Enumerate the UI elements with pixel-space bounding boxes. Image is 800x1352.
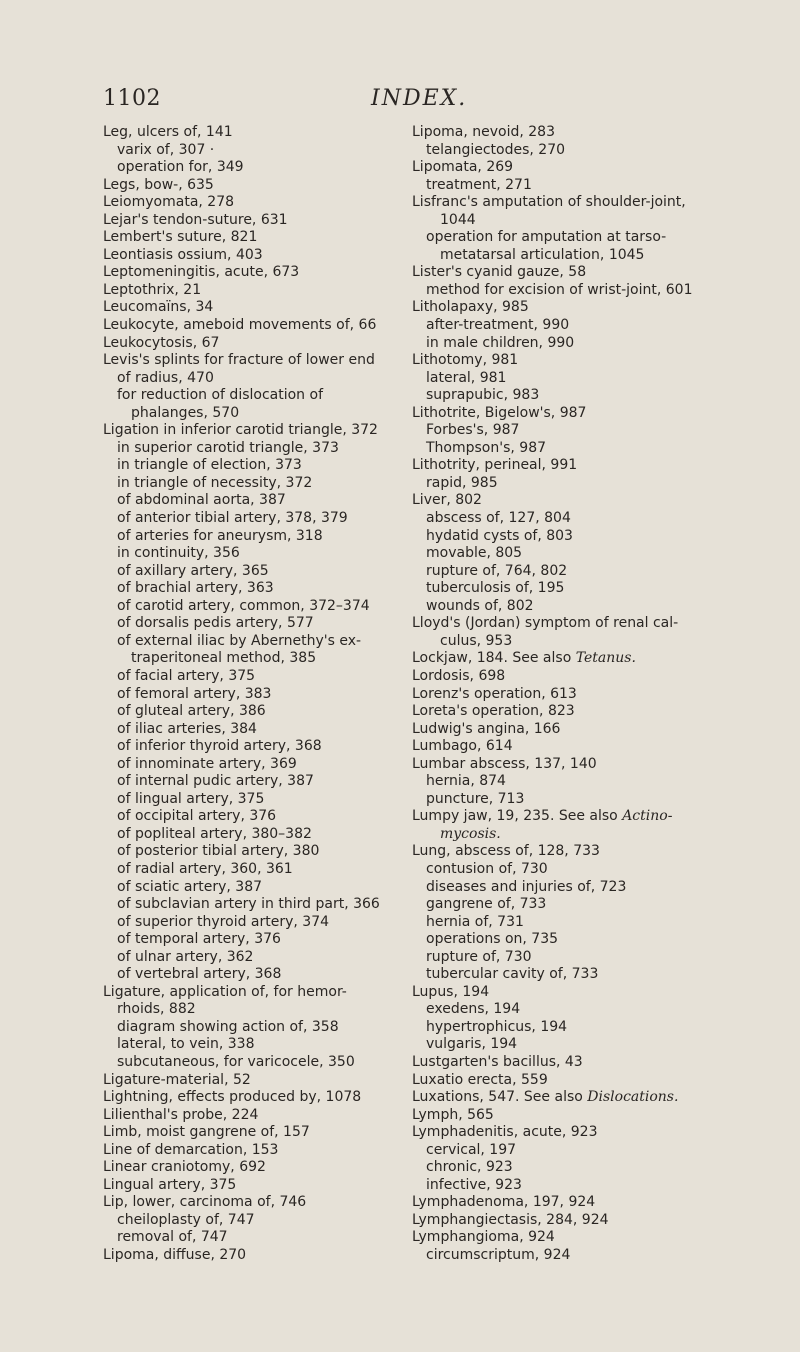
index-entry	[412, 212, 720, 230]
index-entry-text: of external iliac by Abernethy's ex-	[117, 632, 362, 649]
index-entry	[103, 422, 403, 440]
index-entry-text: culus, 953	[440, 632, 513, 649]
index-entry-text: contusion of, 730	[426, 860, 548, 877]
index-entry	[412, 861, 720, 879]
index-entry	[412, 580, 720, 598]
index-entry-text: of vertebral artery, 368	[117, 966, 282, 983]
index-entry	[412, 335, 720, 353]
index-entry-text: operations on, 735	[426, 931, 559, 948]
index-entry-text: Lembert's suture, 821	[103, 229, 258, 246]
index-entry	[103, 510, 403, 528]
index-entry	[412, 650, 720, 668]
index-entry-text: of gluteal artery, 386	[117, 703, 266, 720]
index-entry	[412, 843, 720, 861]
index-entry-text: of occipital artery, 376	[117, 808, 277, 825]
index-entry-text: Lithotomy, 981	[412, 352, 519, 369]
index-entry-text: Lipoma, nevoid, 283	[412, 124, 555, 140]
index-entry-text: lateral, to vein, 338	[117, 1036, 255, 1053]
index-entry	[412, 896, 720, 914]
index-entry	[103, 352, 403, 370]
index-entry	[103, 528, 403, 546]
index-entry-text: in superior carotid triangle, 373	[117, 439, 339, 456]
index-entry	[412, 931, 720, 949]
index-entry	[412, 1089, 720, 1107]
index-entry	[103, 194, 403, 212]
index-entry-text: lateral, 981	[426, 369, 507, 386]
index-entry-text: gangrene of, 733	[426, 896, 547, 913]
index-entry-text: Levis's splints for fracture of lower end	[103, 352, 375, 369]
index-entry-text: Line of demarcation, 153	[103, 1141, 279, 1158]
index-entry	[412, 387, 720, 405]
index-entry	[103, 370, 403, 388]
index-entry-text: Leucomaïns, 34	[103, 299, 214, 316]
index-entry-text: of arteries for aneurysm, 318	[117, 527, 323, 544]
index-entry-text: operation for amputation at tarso-	[426, 229, 667, 246]
index-entry	[412, 826, 720, 844]
page-header	[103, 86, 703, 116]
index-entry-text: for reduction of dislocation of	[117, 387, 323, 404]
index-entry	[103, 861, 403, 879]
index-entry-text: removal of, 747	[117, 1229, 228, 1246]
index-entry-text: Linear craniotomy, 692	[103, 1159, 266, 1176]
index-entry	[103, 826, 403, 844]
index-entry	[103, 475, 403, 493]
index-entry-text: hernia, 874	[426, 773, 506, 790]
index-entry	[412, 159, 720, 177]
index-entry-text: Ludwig's angina, 166	[412, 720, 561, 737]
index-entry-text: Lithotrity, perineal, 991	[412, 457, 578, 474]
index-entry-text: Lipomata, 269	[412, 159, 514, 176]
index-entry	[412, 879, 720, 897]
index-entry-text: Leg, ulcers of, 141	[103, 124, 233, 140]
index-entry-text: phalanges, 570	[131, 404, 240, 421]
index-entry-text: Lymph, 565	[412, 1106, 494, 1123]
index-entry	[412, 370, 720, 388]
running-head: INDEX.	[371, 86, 468, 111]
index-entry	[412, 1159, 720, 1177]
index-entry	[412, 686, 720, 704]
index-entry	[412, 1142, 720, 1160]
index-entry	[412, 1177, 720, 1195]
index-entry	[103, 896, 403, 914]
index-entry-text: of radial artery, 360, 361	[117, 860, 293, 877]
index-entry-text: of subclavian artery in third part, 366	[117, 896, 380, 913]
index-entry-text: Legs, bow-, 635	[103, 176, 214, 193]
index-entry	[412, 1247, 720, 1265]
index-entry-text: subcutaneous, for varicocele, 350	[117, 1053, 355, 1070]
index-entry	[412, 1194, 720, 1212]
index-entry	[103, 124, 403, 142]
index-entry	[103, 879, 403, 897]
index-entry-text: hernia of, 731	[426, 913, 524, 930]
index-entry-text: Limb, moist gangrene of, 157	[103, 1124, 310, 1141]
index-entry	[103, 738, 403, 756]
index-entry-text: of posterior tibial artery, 380	[117, 843, 320, 860]
index-entry	[412, 756, 720, 774]
index-entry-text: of facial artery, 375	[117, 667, 256, 684]
index-entry-text: of axillary artery, 365	[117, 562, 269, 579]
index-entry	[103, 1089, 403, 1107]
index-entry	[412, 264, 720, 282]
index-entry-text: of popliteal artery, 380–382	[117, 825, 312, 842]
index-entry	[412, 914, 720, 932]
index-entry	[103, 791, 403, 809]
index-entry-text: of innominate artery, 369	[117, 755, 297, 772]
index-entry	[103, 177, 403, 195]
index-entry-text: Lordosis, 698	[412, 667, 506, 684]
index-entry	[412, 405, 720, 423]
index-entry-text: telangiectodes, 270	[426, 141, 566, 158]
index-entry	[103, 756, 403, 774]
index-entry-text: Lumbago, 614	[412, 738, 513, 755]
index-entry-text: of internal pudic artery, 387	[117, 773, 314, 790]
index-entry-text: Ligature, application of, for hemor-	[103, 983, 347, 1000]
index-entry-text: Lung, abscess of, 128, 733	[412, 843, 600, 860]
index-entry-text: of abdominal aorta, 387	[117, 492, 286, 509]
index-entry	[412, 773, 720, 791]
index-column-right	[412, 124, 720, 1265]
index-entry-text: Lockjaw, 184. See also	[412, 650, 576, 667]
index-entry	[103, 721, 403, 739]
index-entry-text: diagram showing action of, 358	[117, 1018, 339, 1035]
index-entry	[412, 949, 720, 967]
index-entry	[103, 492, 403, 510]
index-entry	[412, 492, 720, 510]
index-entry	[103, 264, 403, 282]
index-entry	[103, 615, 403, 633]
index-entry-text: treatment, 271	[426, 176, 532, 193]
index-entry	[412, 1036, 720, 1054]
index-entry	[103, 1001, 403, 1019]
index-entry	[103, 686, 403, 704]
index-entry	[103, 966, 403, 984]
index-entry-italic: Actino-	[622, 808, 673, 825]
index-entry	[103, 545, 403, 563]
index-entry	[103, 1072, 403, 1090]
index-entry-text: wounds of, 802	[426, 597, 534, 614]
index-entry	[103, 335, 403, 353]
index-entry	[103, 457, 403, 475]
index-entry	[103, 440, 403, 458]
index-entry-text: Lymphangiectasis, 284, 924	[412, 1211, 609, 1228]
index-entry	[412, 317, 720, 335]
index-entry-text: Luxations, 547. See also	[412, 1089, 588, 1106]
index-entry	[412, 703, 720, 721]
index-entry	[103, 1247, 403, 1265]
index-entry-italic: Tetanus.	[575, 650, 636, 667]
index-entry	[103, 229, 403, 247]
index-entry	[103, 703, 403, 721]
index-entry-text: Lejar's tendon-suture, 631	[103, 211, 288, 228]
index-entry-text: Leukocytosis, 67	[103, 334, 220, 351]
index-entry	[103, 1019, 403, 1037]
index-entry	[103, 580, 403, 598]
index-entry	[103, 1229, 403, 1247]
index-entry-text: of dorsalis pedis artery, 577	[117, 615, 314, 632]
page-number: 1102	[103, 86, 161, 111]
index-entry	[412, 598, 720, 616]
index-entry	[412, 668, 720, 686]
index-entry-text: rupture of, 764, 802	[426, 562, 568, 579]
index-entry	[412, 721, 720, 739]
index-entry-text: Leptomeningitis, acute, 673	[103, 264, 300, 281]
index-entry-text: in continuity, 356	[117, 545, 240, 562]
index-entry-text: 1044	[440, 211, 476, 228]
index-entry	[412, 738, 720, 756]
index-entry	[103, 1194, 403, 1212]
index-entry-text: traperitoneal method, 385	[131, 650, 317, 667]
index-entry-text: of lingual artery, 375	[117, 790, 265, 807]
index-entry-text: Lumpy jaw, 19, 235. See also	[412, 808, 623, 825]
index-entry	[103, 212, 403, 230]
index-entry-text: Leukocyte, ameboid movements of, 66	[103, 317, 377, 334]
index-entry-text: Lightning, effects produced by, 1078	[103, 1089, 362, 1106]
index-entry	[412, 299, 720, 317]
index-entry	[103, 773, 403, 791]
index-entry	[103, 1212, 403, 1230]
index-entry	[412, 457, 720, 475]
index-entry-text: Leiomyomata, 278	[103, 194, 235, 211]
index-entry	[412, 440, 720, 458]
index-entry	[412, 229, 720, 247]
index-entry-text: of brachial artery, 363	[117, 580, 274, 597]
index-entry-text: Lustgarten's bacillus, 43	[412, 1053, 583, 1070]
index-entry-text: Lister's cyanid gauze, 58	[412, 264, 587, 281]
index-entry-text: Lymphangioma, 924	[412, 1229, 555, 1246]
index-entry-text: of ulnar artery, 362	[117, 948, 254, 965]
index-entry	[412, 1229, 720, 1247]
index-entry	[103, 808, 403, 826]
index-entry-text: puncture, 713	[426, 790, 525, 807]
index-entry-italic: mycosis.	[440, 825, 501, 842]
index-entry-text: cheiloplasty of, 747	[117, 1211, 255, 1228]
index-entry	[412, 615, 720, 633]
index-entry	[103, 563, 403, 581]
index-entry	[103, 843, 403, 861]
index-entry	[412, 1054, 720, 1072]
index-entry	[103, 405, 403, 423]
index-entry	[412, 1001, 720, 1019]
index-entry-text: Lip, lower, carcinoma of, 746	[103, 1194, 307, 1211]
index-entry	[412, 282, 720, 300]
index-entry-text: of superior thyroid artery, 374	[117, 913, 330, 930]
index-entry	[412, 142, 720, 160]
index-entry-italic: Dislocations.	[587, 1089, 679, 1106]
index-entry	[412, 563, 720, 581]
index-entry-text: Ligation in inferior carotid triangle, 372	[103, 422, 378, 439]
index-entry-text: of iliac arteries, 384	[117, 720, 257, 737]
index-entry-text: chronic, 923	[426, 1159, 513, 1176]
index-entry	[103, 633, 403, 651]
index-entry-text: Lisfranc's amputation of shoulder-joint,	[412, 194, 686, 211]
index-entry	[103, 1054, 403, 1072]
index-entry-text: hydatid cysts of, 803	[426, 527, 573, 544]
index-entry	[412, 194, 720, 212]
index-entry	[103, 1107, 403, 1125]
index-entry	[412, 966, 720, 984]
index-entry-text: diseases and injuries of, 723	[426, 878, 627, 895]
index-entry	[412, 1072, 720, 1090]
index-entry	[103, 159, 403, 177]
index-entry-text: Lymphadenitis, acute, 923	[412, 1124, 598, 1141]
index-entry-text: Lorenz's operation, 613	[412, 685, 577, 702]
index-entry	[412, 1107, 720, 1125]
index-entry-text: infective, 923	[426, 1176, 522, 1193]
index-entry-text: of temporal artery, 376	[117, 931, 281, 948]
index-entry-text: Lipoma, diffuse, 270	[103, 1247, 247, 1263]
index-entry-text: in male children, 990	[426, 334, 575, 351]
index-entry-text: vulgaris, 194	[426, 1036, 518, 1053]
index-entry-text: Thompson's, 987	[426, 439, 547, 456]
index-entry	[103, 1142, 403, 1160]
index-entry-text: of femoral artery, 383	[117, 685, 272, 702]
index-entry	[412, 352, 720, 370]
index-entry-text: Loreta's operation, 823	[412, 703, 575, 720]
index-entry-text: metatarsal articulation, 1045	[440, 246, 645, 263]
index-entry	[103, 387, 403, 405]
index-entry	[412, 1212, 720, 1230]
index-entry	[412, 422, 720, 440]
index-entry	[103, 650, 403, 668]
index-entry-text: exedens, 194	[426, 1001, 521, 1018]
index-entry	[103, 317, 403, 335]
index-entry	[103, 247, 403, 265]
index-entry	[103, 668, 403, 686]
index-entry	[412, 1019, 720, 1037]
index-entry-text: Lithotrite, Bigelow's, 987	[412, 404, 587, 421]
index-entry-text: hypertrophicus, 194	[426, 1018, 568, 1035]
index-entry	[412, 984, 720, 1002]
index-entry	[103, 1177, 403, 1195]
index-entry	[103, 598, 403, 616]
index-entry-text: circumscriptum, 924	[426, 1247, 571, 1263]
index-entry-text: Lingual artery, 375	[103, 1176, 237, 1193]
index-entry-text: tubercular cavity of, 733	[426, 966, 599, 983]
index-entry	[412, 124, 720, 142]
index-entry-text: Ligature-material, 52	[103, 1071, 251, 1088]
index-entry	[412, 475, 720, 493]
index-entry	[103, 984, 403, 1002]
index-entry	[103, 1124, 403, 1142]
index-entry-text: Litholapaxy, 985	[412, 299, 529, 316]
index-entry-text: in triangle of election, 373	[117, 457, 302, 474]
index-entry-text: movable, 805	[426, 545, 523, 562]
index-entry-text: Lilienthal's probe, 224	[103, 1106, 259, 1123]
index-column-left	[103, 124, 403, 1265]
index-entry	[412, 247, 720, 265]
index-entry-text: rhoids, 882	[117, 1001, 196, 1018]
index-entry-text: Lymphadenoma, 197, 924	[412, 1194, 596, 1211]
index-entry	[103, 299, 403, 317]
index-entry-text: rupture of, 730	[426, 948, 532, 965]
index-entry	[103, 914, 403, 932]
index-entry-text: Lumbar abscess, 137, 140	[412, 755, 597, 772]
index-entry-text: Lupus, 194	[412, 983, 490, 1000]
index-entry	[412, 528, 720, 546]
index-entry	[103, 1159, 403, 1177]
index-entry	[412, 510, 720, 528]
index-entry	[103, 1036, 403, 1054]
index-entry-text: rapid, 985	[426, 474, 498, 491]
index-entry-text: Liver, 802	[412, 492, 482, 509]
index-entry	[412, 1124, 720, 1142]
index-entry	[412, 808, 720, 826]
index-entry-text: operation for, 349	[117, 159, 244, 176]
index-entry-text: cervical, 197	[426, 1141, 517, 1158]
index-entry	[103, 282, 403, 300]
index-entry	[103, 931, 403, 949]
index-entry-text: Luxatio erecta, 559	[412, 1071, 548, 1088]
index-entry-text: of sciatic artery, 387	[117, 878, 263, 895]
index-entry	[412, 633, 720, 651]
index-entry-text: of radius, 470	[117, 369, 214, 386]
index-entry-text: suprapubic, 983	[426, 387, 540, 404]
index-entry-text: Leptothrix, 21	[103, 281, 202, 298]
index-entry-text: after-treatment, 990	[426, 317, 570, 334]
index-entry-text: of carotid artery, common, 372–374	[117, 597, 370, 614]
index-entry-text: method for excision of wrist-joint, 601	[426, 281, 693, 298]
index-entry	[412, 177, 720, 195]
index-entry	[412, 545, 720, 563]
index-entry-text: varix of, 307 ·	[117, 141, 215, 158]
index-entry-text: Lloyd's (Jordan) symptom of renal cal-	[412, 615, 679, 632]
index-entry	[412, 791, 720, 809]
index-entry-text: Leontiasis ossium, 403	[103, 246, 263, 263]
index-entry-text: of anterior tibial artery, 378, 379	[117, 510, 348, 527]
index-entry-text: in triangle of necessity, 372	[117, 474, 313, 491]
index-entry	[103, 949, 403, 967]
index-entry-text: tuberculosis of, 195	[426, 580, 565, 597]
index-entry-text: of inferior thyroid artery, 368	[117, 738, 322, 755]
index-entry-text: abscess of, 127, 804	[426, 510, 571, 527]
index-entry-text: Forbes's, 987	[426, 422, 520, 439]
index-entry	[103, 142, 403, 160]
